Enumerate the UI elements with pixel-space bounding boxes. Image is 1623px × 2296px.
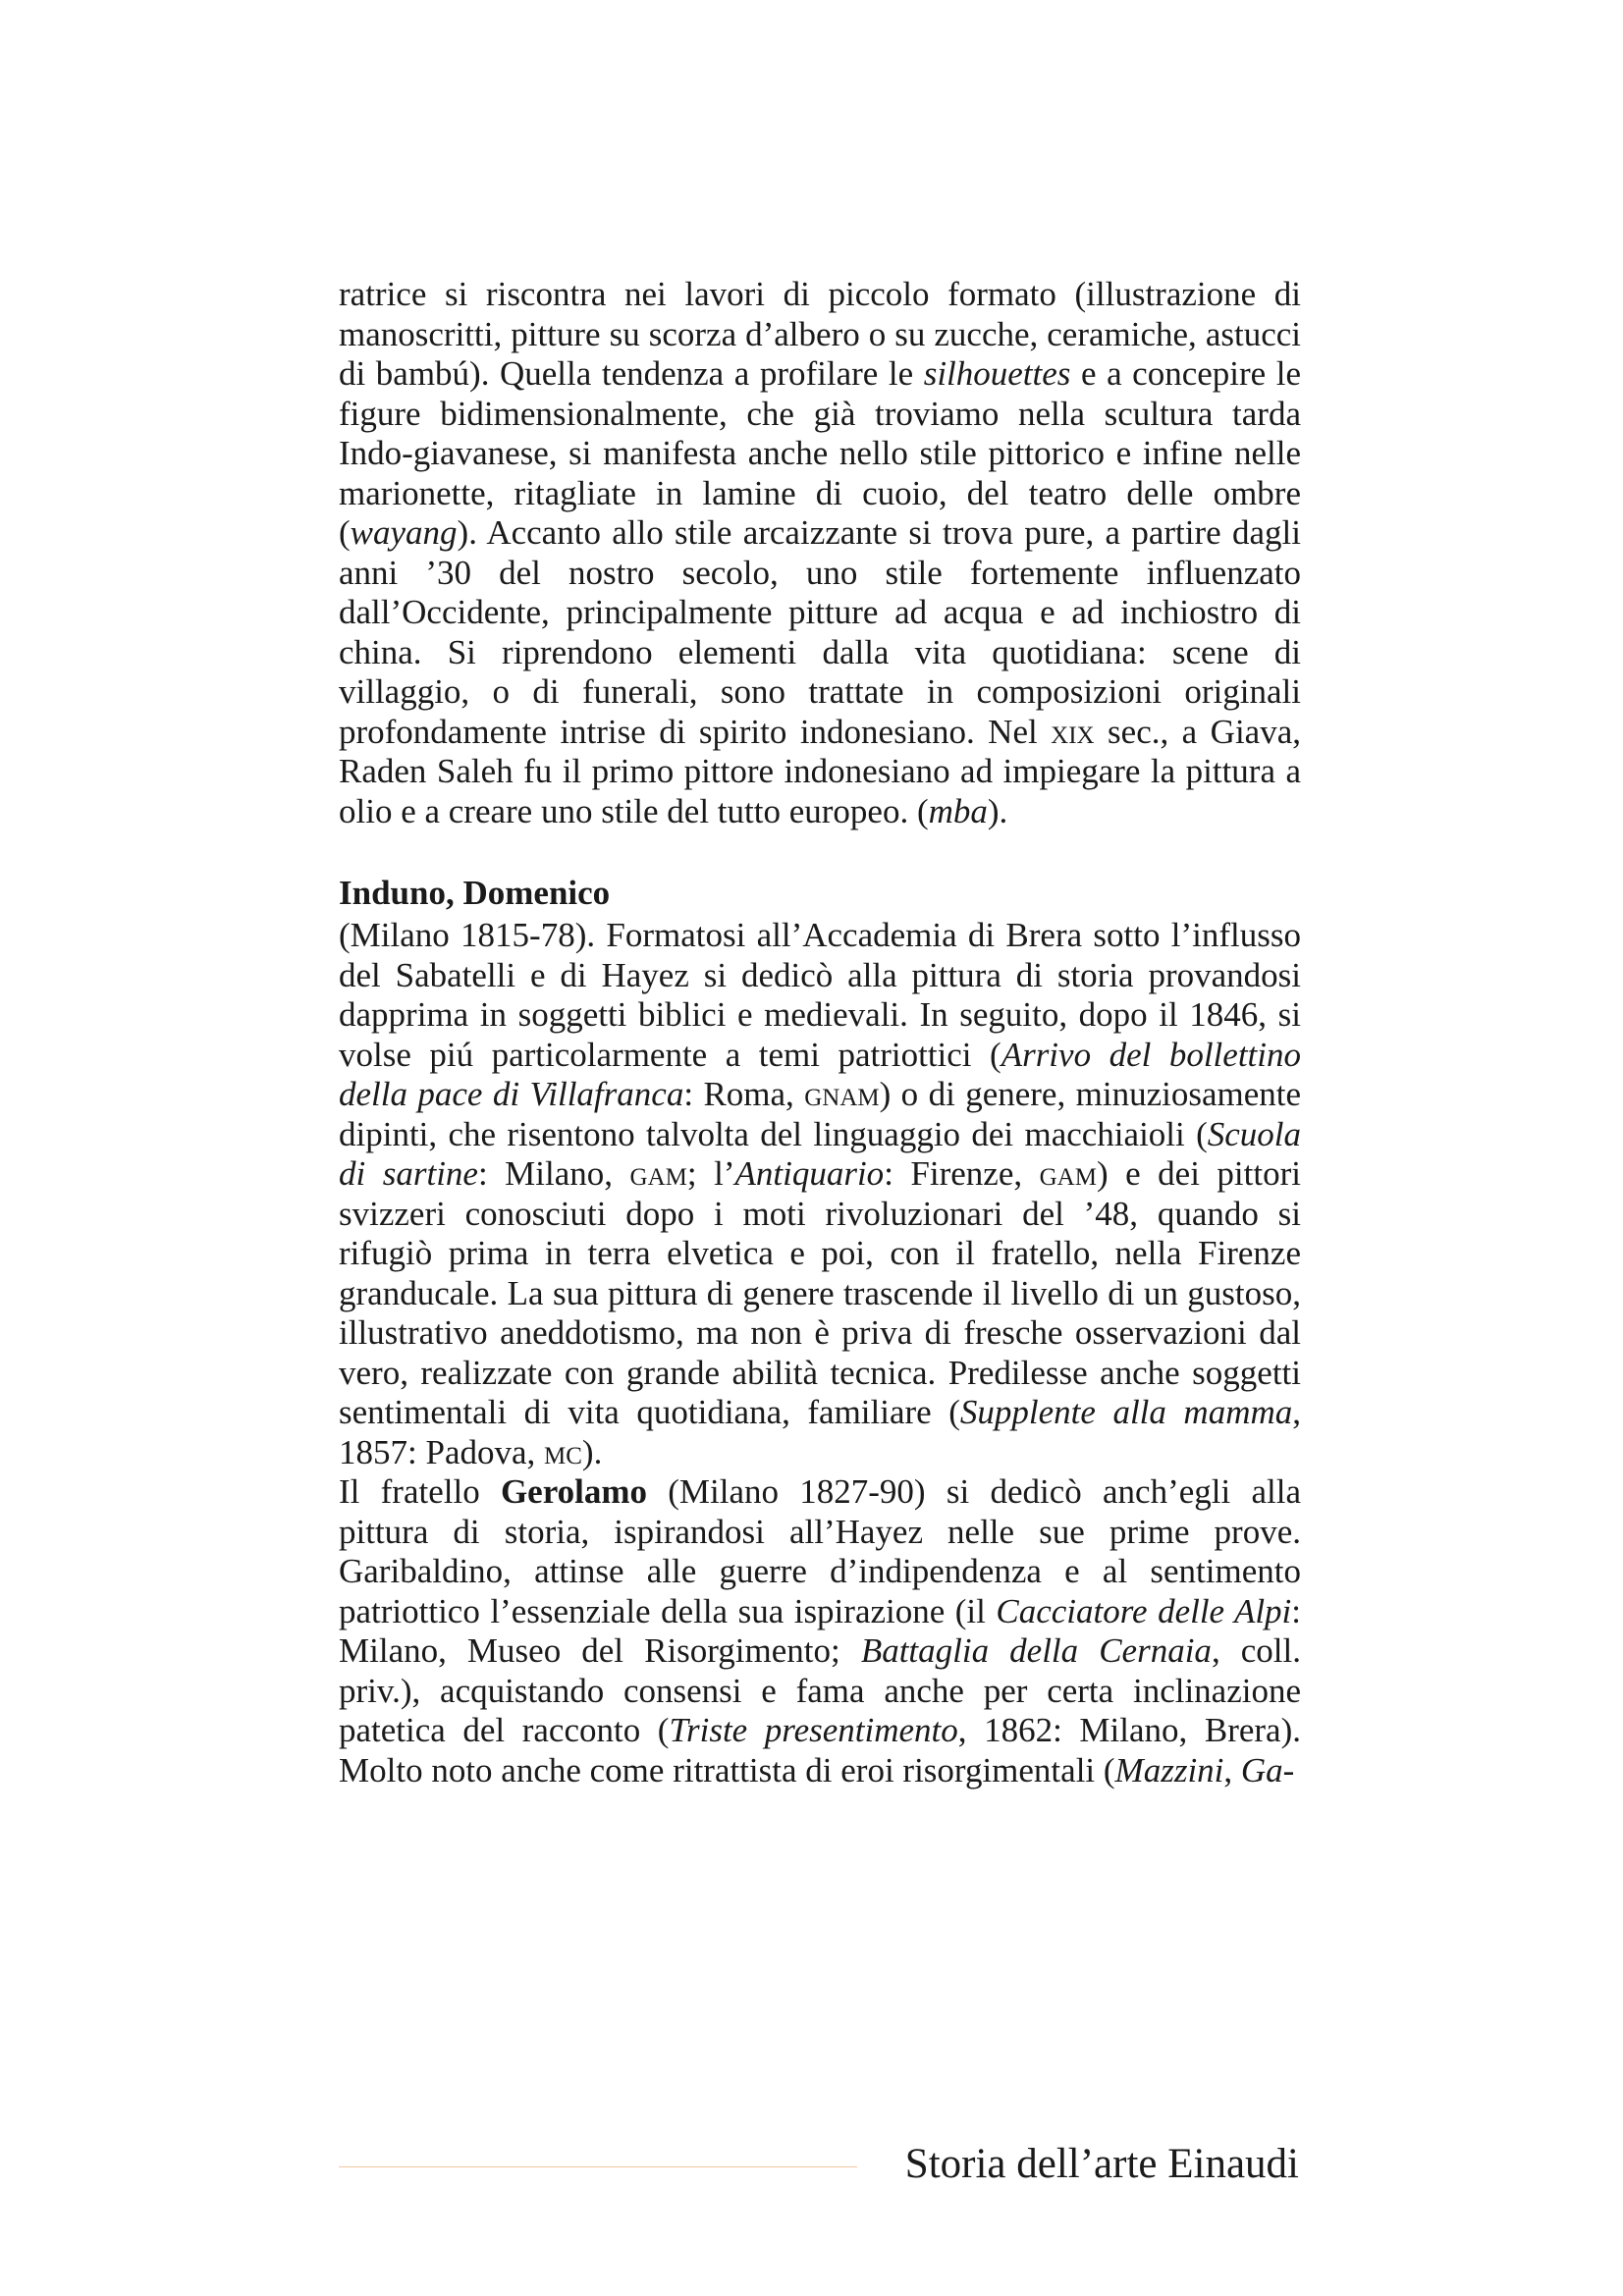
- intro-text-3: ). Accanto allo stile arcaizzante si trova pure, a partire dagli anni ’30 del nostro secolo, uno stile fortemente influenzato dall’Occidente, principalmente pitture ad acqua e ad inchiostro di china. Si riprendono elementi dalla vita quotidiana: scene di villaggio, o di funerali, sono trattate in composizioni originali profondamente intrise di spirito indonesiano. Nel: [339, 513, 1301, 751]
- p2-text-4: , coll. priv.), acquistando consensi e fama anche per certa inclinazione patetica del racconto (: [339, 1631, 1301, 1749]
- p2-work-triste: Triste presentimento: [669, 1711, 958, 1749]
- p1-text-4: : Milano,: [477, 1154, 630, 1193]
- intro-text-2: e a concepire le figure bidimensionalmente, che già troviamo nella scultura tarda Indo-giavanese, si manifesta anche nello stile pittorico e infine nelle marionette, ritagliate in lamine di cuoio, del teatro delle ombre (: [339, 354, 1301, 552]
- p2-text-5: , 1862: Milano, Brera). Molto noto anche come ritrattista di eroi risorgimentali (: [339, 1711, 1301, 1789]
- p2-name-gerolamo: Gerolamo: [500, 1472, 647, 1511]
- footer-rule: [339, 2166, 857, 2167]
- entry-paragraph-gerolamo: [339, 1472, 1301, 1790]
- p2-text-2: (Milano 1827-90) si dedicò anch’egli alla pittura di storia, ispirandosi all’Hayez nelle sue prime prove. Garibaldino, attinse alle guerre d’indipendenza e al sentimento patriottico l’essenziale della sua ispirazione (il: [339, 1472, 1301, 1630]
- p2-work-mazzini: Mazzini: [1114, 1750, 1224, 1789]
- p1-abbr-gam-2: gam: [1039, 1154, 1097, 1193]
- p1-abbr-mc: mc: [544, 1432, 582, 1471]
- p2-text-1: Il fratello: [339, 1472, 501, 1511]
- p2-work-garibaldi-fragment: Ga-: [1240, 1750, 1295, 1789]
- p2-text-6: ,: [1223, 1750, 1241, 1789]
- p1-work-arrivo: Arrivo del bollettino della pace di Villafranca: [339, 1035, 1301, 1113]
- p1-text-7: ) e dei pittori svizzeri conosciuti dopo i moti rivoluzionari del ’48, quando si rifugiò prima in terra elvetica e poi, con il fratello, nella Firenze granducale. La sua pittura di genere trascende il livello di un gustoso, illustrativo aneddotismo, ma non è priva di fresche osservazioni dal vero, realizzate con grande abilità tecnica. Predilesse anche soggetti sentimentali di vita quotidiana, familiare (: [339, 1154, 1301, 1431]
- p1-text-9: ).: [581, 1432, 603, 1471]
- intro-century: xix: [1051, 712, 1095, 751]
- intro-italic-wayang: wayang: [350, 513, 458, 552]
- entry-title: Induno, Domenico: [339, 874, 611, 912]
- p1-text-8: , 1857: Padova,: [339, 1393, 1301, 1471]
- intro-text-4: sec., a Giava, Raden Saleh fu il primo pittore indonesiano ad impiegare la pittura a olio e a creare uno stile del tutto europeo. (: [339, 712, 1301, 830]
- p1-text-1: (Milano 1815-78). Formatosi all’Accademia di Brera sotto l’influsso del Sabatelli e di Hayez si dedicò alla pittura di storia provandosi dapprima in soggetti biblici e medievali. In seguito, dopo il 1846, si volse piú particolarmente a temi patriottici (: [339, 916, 1301, 1074]
- intro-text-1: ratrice si riscontra nei lavori di piccolo formato (illustrazione di manoscritti, pitture su scorza d’albero o su zucche, ceramiche, astucci di bambú). Quella tendenza a profilare le: [339, 275, 1301, 393]
- intro-text-5: ).: [987, 791, 1008, 830]
- p1-work-supplente: Supplente alla mamma: [959, 1393, 1293, 1431]
- p2-work-battaglia: Battaglia della Cernaia: [860, 1631, 1212, 1670]
- p1-text-2: : Roma,: [683, 1075, 805, 1113]
- intro-author-initials: mba: [928, 791, 988, 830]
- p1-work-sartine: Scuola di sartine: [339, 1114, 1301, 1193]
- intro-italic-silhouettes: silhouettes: [923, 354, 1071, 393]
- intro-paragraph: [339, 275, 1301, 831]
- p1-abbr-gnam: gnam: [804, 1075, 880, 1113]
- p2-work-cacciatore: Cacciatore delle Alpi: [996, 1591, 1292, 1630]
- p1-abbr-gam-1: gam: [629, 1154, 687, 1193]
- p1-work-antiquario: Antiquario: [734, 1154, 885, 1193]
- text-column: [339, 275, 1301, 1790]
- p1-text-6: : Firenze,: [884, 1154, 1040, 1193]
- p1-text-3: ) o di genere, minuziosamente dipinti, che risentono talvolta del linguaggio dei macchiaioli (: [339, 1075, 1301, 1153]
- footer-label: Storia dell’arte Einaudi: [904, 2141, 1299, 2187]
- p2-text-3: : Milano, Museo del Risorgimento;: [339, 1591, 1302, 1670]
- entry-paragraph-domenico: [339, 916, 1301, 1472]
- p1-text-5: ; l’: [686, 1154, 735, 1193]
